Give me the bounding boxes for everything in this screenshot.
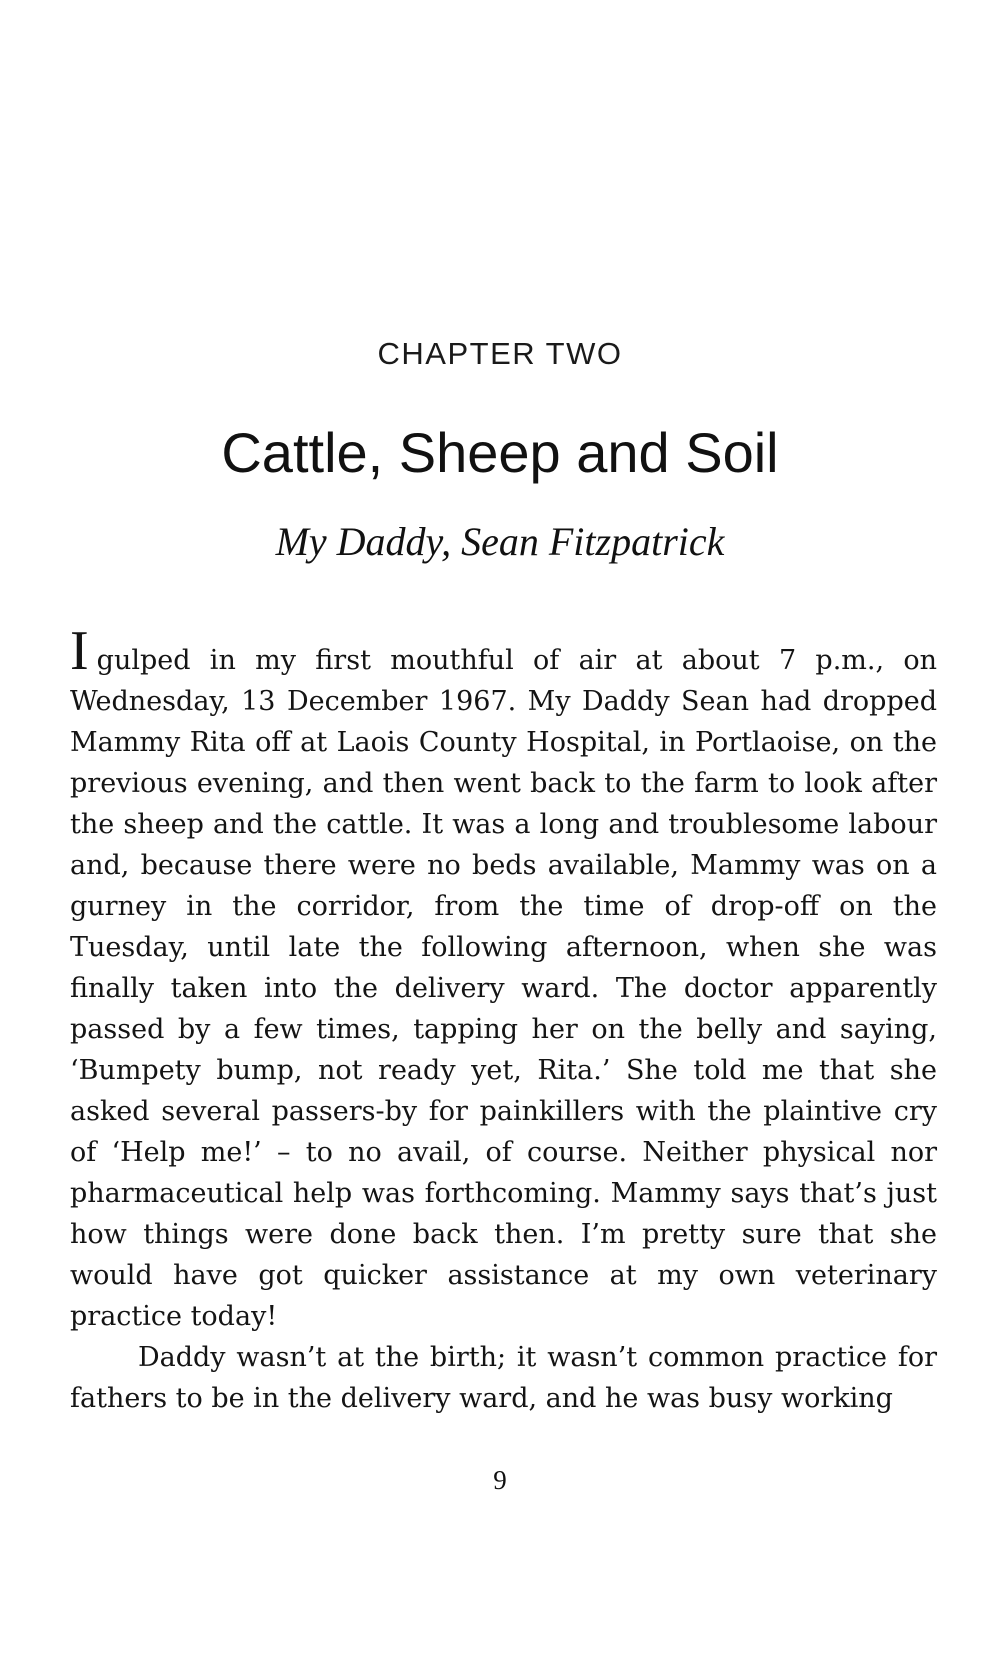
paragraph-1	[70, 620, 937, 1337]
chapter-subtitle: My Daddy, Sean Fitzpatrick	[275, 519, 725, 564]
drop-cap: I	[70, 620, 89, 682]
paragraph-1-text: gulped in my first mouthful of air at about 7 p.m., on Wednesday, 13 December 1967. My Daddy Sean had dropped Mammy Rita off at Laois County Hospital, in Portlaoise, on the previous evening, and then went back to the farm to look after the sheep and the cattle. It was a long and troublesome labour and, because there were no beds available, Mammy was on a gurney in the corridor, from the time of drop-off on the Tuesday, until late the following afternoon, when she was finally taken into the delivery ward. The doctor apparently passed by a few times, tapping her on the belly and saying, ‘Bumpety bump, not ready yet, Rita.’ She told me that she asked several passers-by for painkillers with the plaintive cry of ‘Help me!’ – to no avail, of course. Neither physical nor pharmaceutical help was forthcoming. Mammy says that’s just how things were done back then. I’m pretty sure that she would have got quicker assistance at my own veterinary practice today!	[70, 645, 937, 1332]
page-number: 9	[493, 1465, 507, 1495]
paragraph-2: Daddy wasn’t at the birth; it wasn’t common practice for fathers to be in the delivery ward, and he was busy working	[70, 1342, 937, 1414]
chapter-label: CHAPTER TWO	[377, 336, 623, 371]
chapter-title: Cattle, Sheep and Soil	[221, 421, 779, 484]
body-text	[70, 620, 937, 1419]
